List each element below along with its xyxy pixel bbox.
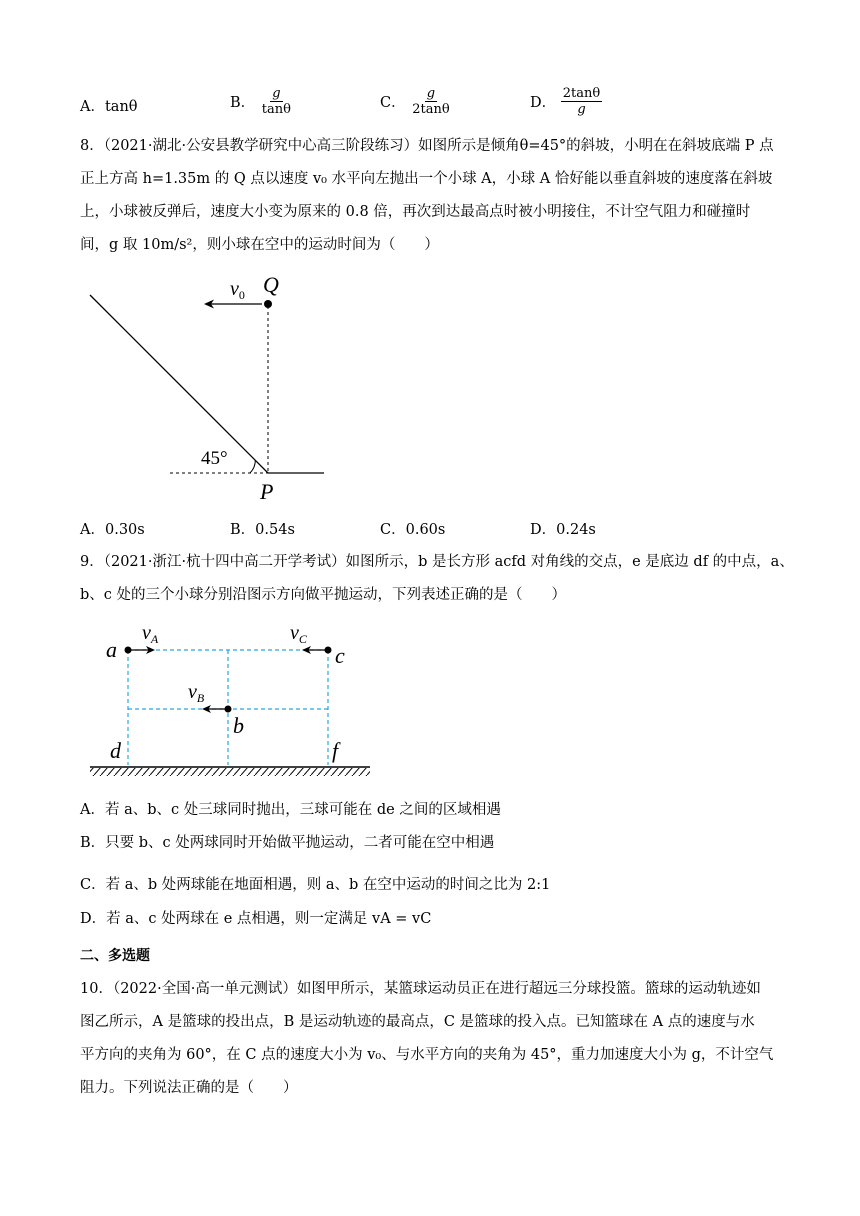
q9-option-a: A．若 a、b、c 处三球同时抛出，三球可能在 de 之间的区域相遇 [80,802,501,818]
q9-line-1: 9．（2021·浙江·杭十四中高二开学考试）如图所示，b 是长方形 acfd 对角线的交点，e 是底边 df 的中点，a、 [80,554,794,570]
label-v0: $v_0$ [230,278,245,302]
ball-b [225,706,232,713]
q8-option-a: A．0.30s [80,522,145,538]
q8-line-2: 正上方高 h=1.35m 的 Q 点以速度 v₀ 水平向左抛出一个小球 A，小球 A 恰好能以垂直斜坡的速度落在斜坡 [80,171,773,187]
q8-option-d: D．0.24s [530,522,596,538]
label-d: d [110,738,121,763]
label-a: a [106,637,117,662]
q9-line-2: b、c 处的三个小球分别沿图示方向做平抛运动，下列表述正确的是（ ） [80,587,567,603]
q10-line-3: 平方向的夹角为 60°，在 C 点的速度大小为 v₀、与水平方向的夹角为 45°，重力加速度大小为 g，不计空气 [80,1047,774,1063]
label-p: P [260,479,274,504]
q8-line-1: 8．（2021·湖北·公安县教学研究中心高三阶段练习）如图所示是倾角θ=45°的斜坡，小明在在斜坡底端 P 点 [80,138,774,154]
section-title: 二、多选题 [80,948,150,964]
point-q [264,300,272,308]
label-vb: $v_B$ [188,681,205,705]
ball-a [125,647,132,654]
slope-line [90,295,268,473]
q7-option-d-fraction: $\frac{2\tan\theta}{g}$ [562,86,601,117]
ground-hatching [90,768,370,776]
q9-option-d: D．若 a、c 处两球在 e 点相遇，则一定满足 vA = vC [80,911,432,927]
q7-option-b: B． $\frac{g}{\tan\theta}$ [230,86,291,117]
label-q: Q [263,272,279,297]
q7-option-c: C． $\frac{g}{2\tan\theta}$ [380,86,450,117]
q7-option-d: D． $\frac{2\tan\theta}{g}$ [530,86,601,117]
q10-line-2: 图乙所示，A 是篮球的投出点，B 是运动轨迹的最高点，C 是篮球的投入点。已知篮球在 A 点的速度与水 [80,1014,755,1030]
q8-line-3: 上，小球被反弹后，速度大小变为原来的 0.8 倍，再次到达最高点时被小明接住，不计空气阻力和碰撞时 [80,204,751,220]
q10-line-4: 阻力。下列说法正确的是（ ） [80,1080,298,1096]
label-vc: $v_C$ [290,622,307,646]
label-angle: 45° [201,448,228,469]
q9-option-c: C．若 a、b 处两球能在地面相遇，则 a、b 在空中运动的时间之比为 2:1 [80,877,551,893]
label-f: f [332,738,339,763]
q7-option-a: A．tanθ [80,99,138,115]
q8-option-b: B．0.54s [230,522,295,538]
q7-option-c-fraction: $\frac{g}{2\tan\theta}$ [412,86,450,117]
q7-option-b-fraction: $\frac{g}{\tan\theta}$ [261,86,291,117]
angle-arc [250,460,255,473]
label-c: c [335,643,345,668]
label-b: b [233,713,244,738]
q8-option-c: C．0.60s [380,522,446,538]
q9-option-b: B．只要 b、c 处两球同时开始做平抛运动，二者可能在空中相遇 [80,835,495,851]
q9-rectangle-figure [80,615,380,780]
label-va: $v_A$ [142,622,159,646]
ball-c [325,647,332,654]
q10-line-1: 10．（2022·全国·高一单元测试）如图甲所示，某篮球运动员正在进行超远三分球投篮。篮球的运动轨迹如 [80,981,761,997]
q8-slope-figure [80,270,340,505]
q8-line-4: 间，g 取 10m/s²，则小球在空中的运动时间为（ ） [80,237,439,253]
